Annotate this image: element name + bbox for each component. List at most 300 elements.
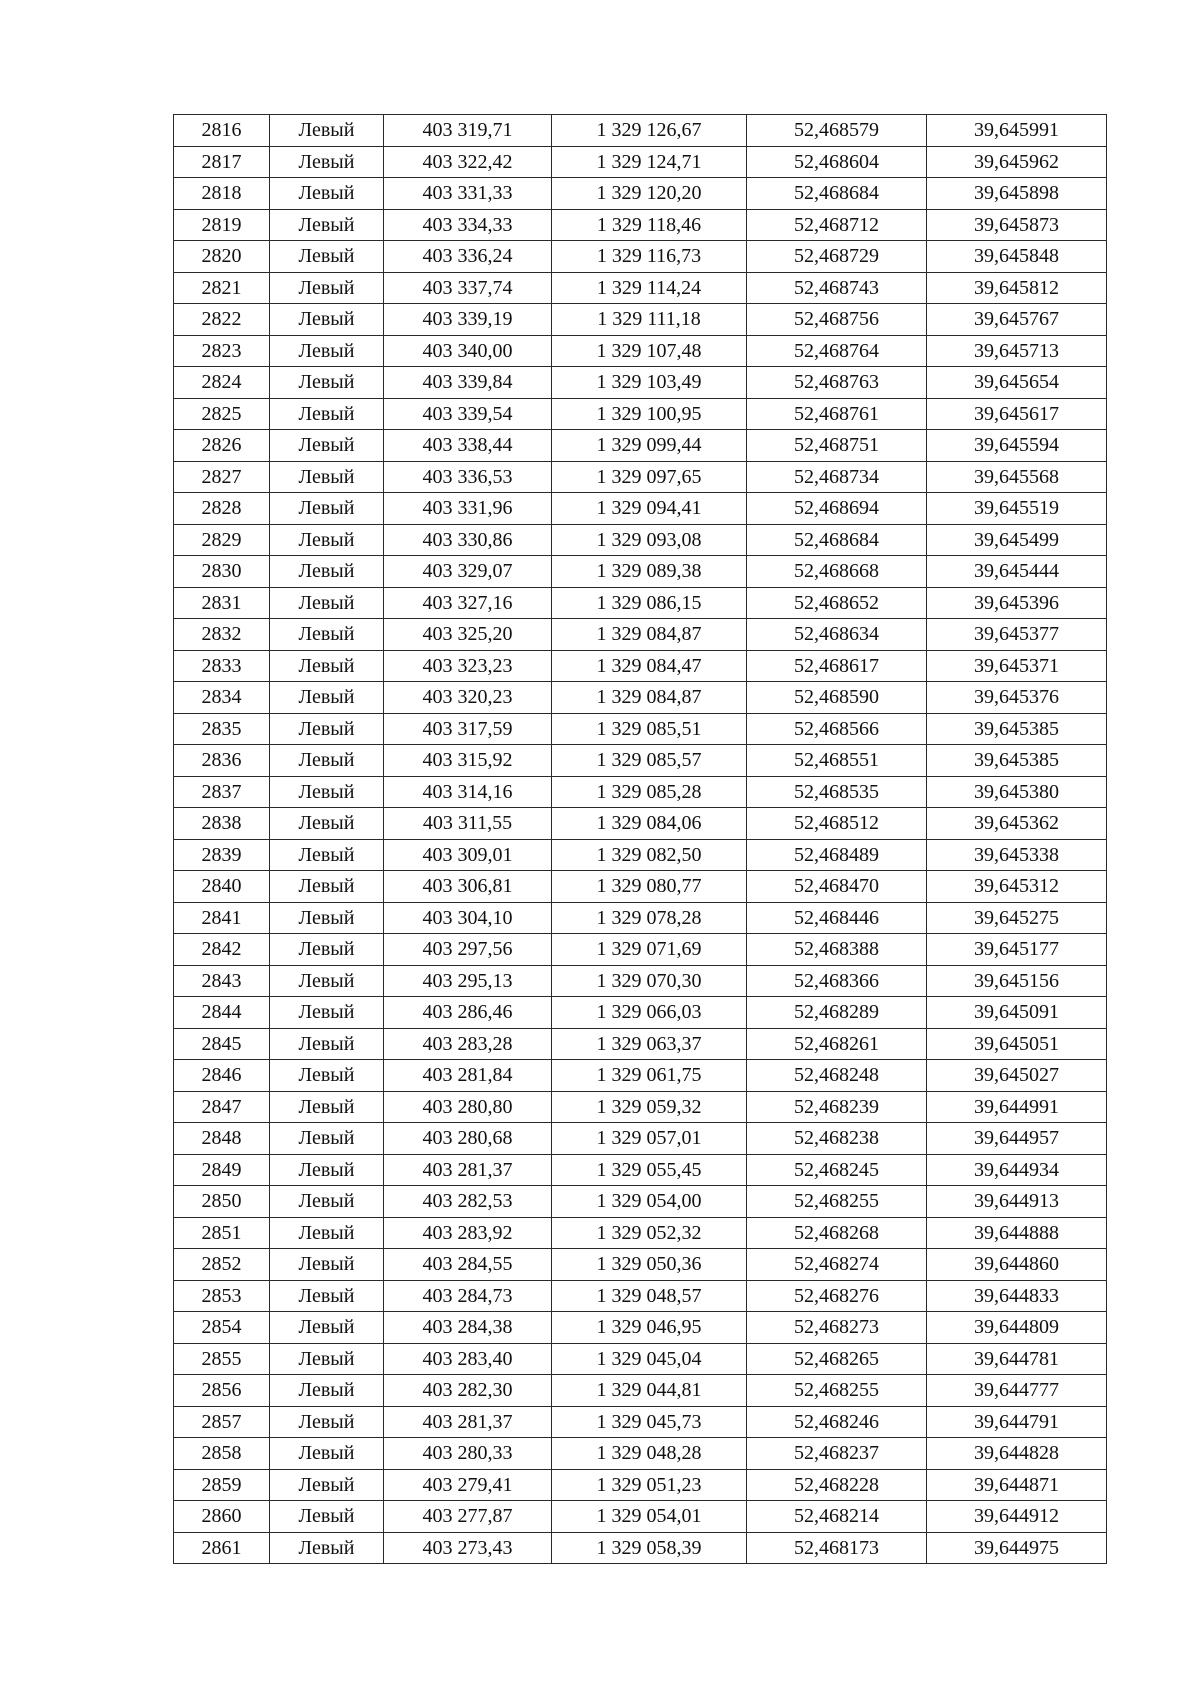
longitude-cell: 39,644860 xyxy=(927,1249,1107,1281)
side-cell: Левый xyxy=(270,1312,384,1344)
table-row xyxy=(174,839,1107,871)
side-cell: Левый xyxy=(270,461,384,493)
side-cell: Левый xyxy=(270,1060,384,1092)
coordinates-table xyxy=(173,114,1107,1564)
longitude-cell: 39,644833 xyxy=(927,1280,1107,1312)
point-number-cell: 2834 xyxy=(174,682,270,714)
latitude-cell: 52,468470 xyxy=(747,871,927,903)
point-number-cell: 2824 xyxy=(174,367,270,399)
latitude-cell: 52,468551 xyxy=(747,745,927,777)
latitude-cell: 52,468729 xyxy=(747,241,927,273)
longitude-cell: 39,645499 xyxy=(927,524,1107,556)
point-number-cell: 2826 xyxy=(174,430,270,462)
point-number-cell: 2837 xyxy=(174,776,270,808)
longitude-cell: 39,645027 xyxy=(927,1060,1107,1092)
longitude-cell: 39,645312 xyxy=(927,871,1107,903)
y-coordinate-cell: 1 329 086,15 xyxy=(552,587,747,619)
table-row xyxy=(174,398,1107,430)
point-number-cell: 2841 xyxy=(174,902,270,934)
point-number-cell: 2847 xyxy=(174,1091,270,1123)
longitude-cell: 39,645156 xyxy=(927,965,1107,997)
latitude-cell: 52,468255 xyxy=(747,1186,927,1218)
longitude-cell: 39,645767 xyxy=(927,304,1107,336)
table-row xyxy=(174,1406,1107,1438)
x-coordinate-cell: 403 331,33 xyxy=(384,178,552,210)
side-cell: Левый xyxy=(270,1469,384,1501)
table-row xyxy=(174,997,1107,1029)
x-coordinate-cell: 403 306,81 xyxy=(384,871,552,903)
x-coordinate-cell: 403 279,41 xyxy=(384,1469,552,1501)
x-coordinate-cell: 403 322,42 xyxy=(384,146,552,178)
y-coordinate-cell: 1 329 100,95 xyxy=(552,398,747,430)
latitude-cell: 52,468246 xyxy=(747,1406,927,1438)
x-coordinate-cell: 403 284,73 xyxy=(384,1280,552,1312)
side-cell: Левый xyxy=(270,241,384,273)
latitude-cell: 52,468489 xyxy=(747,839,927,871)
point-number-cell: 2818 xyxy=(174,178,270,210)
longitude-cell: 39,645713 xyxy=(927,335,1107,367)
longitude-cell: 39,645519 xyxy=(927,493,1107,525)
longitude-cell: 39,644781 xyxy=(927,1343,1107,1375)
side-cell: Левый xyxy=(270,650,384,682)
side-cell: Левый xyxy=(270,902,384,934)
x-coordinate-cell: 403 323,23 xyxy=(384,650,552,682)
x-coordinate-cell: 403 295,13 xyxy=(384,965,552,997)
longitude-cell: 39,645371 xyxy=(927,650,1107,682)
y-coordinate-cell: 1 329 051,23 xyxy=(552,1469,747,1501)
latitude-cell: 52,468734 xyxy=(747,461,927,493)
point-number-cell: 2858 xyxy=(174,1438,270,1470)
latitude-cell: 52,468617 xyxy=(747,650,927,682)
side-cell: Левый xyxy=(270,493,384,525)
table-row xyxy=(174,682,1107,714)
point-number-cell: 2844 xyxy=(174,997,270,1029)
y-coordinate-cell: 1 329 120,20 xyxy=(552,178,747,210)
point-number-cell: 2842 xyxy=(174,934,270,966)
side-cell: Левый xyxy=(270,1375,384,1407)
latitude-cell: 52,468274 xyxy=(747,1249,927,1281)
table-row xyxy=(174,146,1107,178)
x-coordinate-cell: 403 282,30 xyxy=(384,1375,552,1407)
latitude-cell: 52,468566 xyxy=(747,713,927,745)
point-number-cell: 2854 xyxy=(174,1312,270,1344)
y-coordinate-cell: 1 329 050,36 xyxy=(552,1249,747,1281)
table-row xyxy=(174,902,1107,934)
table-row xyxy=(174,1028,1107,1060)
table-row xyxy=(174,461,1107,493)
point-number-cell: 2855 xyxy=(174,1343,270,1375)
y-coordinate-cell: 1 329 097,65 xyxy=(552,461,747,493)
latitude-cell: 52,468238 xyxy=(747,1123,927,1155)
side-cell: Левый xyxy=(270,713,384,745)
longitude-cell: 39,644777 xyxy=(927,1375,1107,1407)
y-coordinate-cell: 1 329 094,41 xyxy=(552,493,747,525)
x-coordinate-cell: 403 282,53 xyxy=(384,1186,552,1218)
side-cell: Левый xyxy=(270,1406,384,1438)
latitude-cell: 52,468604 xyxy=(747,146,927,178)
latitude-cell: 52,468276 xyxy=(747,1280,927,1312)
longitude-cell: 39,645377 xyxy=(927,619,1107,651)
point-number-cell: 2833 xyxy=(174,650,270,682)
x-coordinate-cell: 403 325,20 xyxy=(384,619,552,651)
table-row xyxy=(174,713,1107,745)
x-coordinate-cell: 403 309,01 xyxy=(384,839,552,871)
longitude-cell: 39,644809 xyxy=(927,1312,1107,1344)
side-cell: Левый xyxy=(270,1186,384,1218)
table-row xyxy=(174,1154,1107,1186)
y-coordinate-cell: 1 329 124,71 xyxy=(552,146,747,178)
latitude-cell: 52,468694 xyxy=(747,493,927,525)
longitude-cell: 39,644913 xyxy=(927,1186,1107,1218)
side-cell: Левый xyxy=(270,1091,384,1123)
side-cell: Левый xyxy=(270,965,384,997)
x-coordinate-cell: 403 317,59 xyxy=(384,713,552,745)
point-number-cell: 2860 xyxy=(174,1501,270,1533)
longitude-cell: 39,645654 xyxy=(927,367,1107,399)
side-cell: Левый xyxy=(270,115,384,147)
longitude-cell: 39,644957 xyxy=(927,1123,1107,1155)
latitude-cell: 52,468764 xyxy=(747,335,927,367)
longitude-cell: 39,645091 xyxy=(927,997,1107,1029)
side-cell: Левый xyxy=(270,209,384,241)
table-row xyxy=(174,178,1107,210)
longitude-cell: 39,644912 xyxy=(927,1501,1107,1533)
latitude-cell: 52,468668 xyxy=(747,556,927,588)
table-row xyxy=(174,1060,1107,1092)
longitude-cell: 39,645873 xyxy=(927,209,1107,241)
y-coordinate-cell: 1 329 055,45 xyxy=(552,1154,747,1186)
table-row xyxy=(174,1249,1107,1281)
longitude-cell: 39,645444 xyxy=(927,556,1107,588)
latitude-cell: 52,468712 xyxy=(747,209,927,241)
x-coordinate-cell: 403 337,74 xyxy=(384,272,552,304)
y-coordinate-cell: 1 329 070,30 xyxy=(552,965,747,997)
latitude-cell: 52,468388 xyxy=(747,934,927,966)
y-coordinate-cell: 1 329 045,73 xyxy=(552,1406,747,1438)
latitude-cell: 52,468255 xyxy=(747,1375,927,1407)
point-number-cell: 2835 xyxy=(174,713,270,745)
point-number-cell: 2849 xyxy=(174,1154,270,1186)
side-cell: Левый xyxy=(270,1438,384,1470)
side-cell: Левый xyxy=(270,776,384,808)
table-row xyxy=(174,1438,1107,1470)
y-coordinate-cell: 1 329 071,69 xyxy=(552,934,747,966)
latitude-cell: 52,468446 xyxy=(747,902,927,934)
latitude-cell: 52,468237 xyxy=(747,1438,927,1470)
y-coordinate-cell: 1 329 082,50 xyxy=(552,839,747,871)
latitude-cell: 52,468743 xyxy=(747,272,927,304)
longitude-cell: 39,644975 xyxy=(927,1532,1107,1564)
table-row xyxy=(174,367,1107,399)
y-coordinate-cell: 1 329 048,28 xyxy=(552,1438,747,1470)
x-coordinate-cell: 403 339,19 xyxy=(384,304,552,336)
latitude-cell: 52,468756 xyxy=(747,304,927,336)
y-coordinate-cell: 1 329 099,44 xyxy=(552,430,747,462)
side-cell: Левый xyxy=(270,839,384,871)
table-row xyxy=(174,776,1107,808)
side-cell: Левый xyxy=(270,272,384,304)
side-cell: Левый xyxy=(270,1249,384,1281)
x-coordinate-cell: 403 283,40 xyxy=(384,1343,552,1375)
point-number-cell: 2823 xyxy=(174,335,270,367)
latitude-cell: 52,468751 xyxy=(747,430,927,462)
point-number-cell: 2829 xyxy=(174,524,270,556)
point-number-cell: 2819 xyxy=(174,209,270,241)
y-coordinate-cell: 1 329 059,32 xyxy=(552,1091,747,1123)
latitude-cell: 52,468173 xyxy=(747,1532,927,1564)
longitude-cell: 39,644791 xyxy=(927,1406,1107,1438)
x-coordinate-cell: 403 280,68 xyxy=(384,1123,552,1155)
point-number-cell: 2859 xyxy=(174,1469,270,1501)
point-number-cell: 2839 xyxy=(174,839,270,871)
side-cell: Левый xyxy=(270,682,384,714)
longitude-cell: 39,645362 xyxy=(927,808,1107,840)
side-cell: Левый xyxy=(270,1217,384,1249)
y-coordinate-cell: 1 329 107,48 xyxy=(552,335,747,367)
point-number-cell: 2825 xyxy=(174,398,270,430)
longitude-cell: 39,645396 xyxy=(927,587,1107,619)
point-number-cell: 2861 xyxy=(174,1532,270,1564)
table-row xyxy=(174,1532,1107,1564)
table-row xyxy=(174,493,1107,525)
y-coordinate-cell: 1 329 084,87 xyxy=(552,682,747,714)
side-cell: Левый xyxy=(270,587,384,619)
latitude-cell: 52,468512 xyxy=(747,808,927,840)
y-coordinate-cell: 1 329 084,47 xyxy=(552,650,747,682)
y-coordinate-cell: 1 329 054,01 xyxy=(552,1501,747,1533)
y-coordinate-cell: 1 329 126,67 xyxy=(552,115,747,147)
x-coordinate-cell: 403 284,38 xyxy=(384,1312,552,1344)
x-coordinate-cell: 403 304,10 xyxy=(384,902,552,934)
x-coordinate-cell: 403 280,80 xyxy=(384,1091,552,1123)
y-coordinate-cell: 1 329 116,73 xyxy=(552,241,747,273)
x-coordinate-cell: 403 297,56 xyxy=(384,934,552,966)
table-row xyxy=(174,209,1107,241)
latitude-cell: 52,468289 xyxy=(747,997,927,1029)
side-cell: Левый xyxy=(270,178,384,210)
point-number-cell: 2856 xyxy=(174,1375,270,1407)
latitude-cell: 52,468763 xyxy=(747,367,927,399)
y-coordinate-cell: 1 329 052,32 xyxy=(552,1217,747,1249)
x-coordinate-cell: 403 340,00 xyxy=(384,335,552,367)
latitude-cell: 52,468579 xyxy=(747,115,927,147)
point-number-cell: 2830 xyxy=(174,556,270,588)
y-coordinate-cell: 1 329 114,24 xyxy=(552,272,747,304)
table-row xyxy=(174,650,1107,682)
latitude-cell: 52,468761 xyxy=(747,398,927,430)
point-number-cell: 2857 xyxy=(174,1406,270,1438)
y-coordinate-cell: 1 329 057,01 xyxy=(552,1123,747,1155)
latitude-cell: 52,468239 xyxy=(747,1091,927,1123)
table-row xyxy=(174,430,1107,462)
latitude-cell: 52,468268 xyxy=(747,1217,927,1249)
point-number-cell: 2853 xyxy=(174,1280,270,1312)
longitude-cell: 39,645898 xyxy=(927,178,1107,210)
point-number-cell: 2822 xyxy=(174,304,270,336)
y-coordinate-cell: 1 329 058,39 xyxy=(552,1532,747,1564)
side-cell: Левый xyxy=(270,1028,384,1060)
longitude-cell: 39,644871 xyxy=(927,1469,1107,1501)
x-coordinate-cell: 403 320,23 xyxy=(384,682,552,714)
latitude-cell: 52,468366 xyxy=(747,965,927,997)
longitude-cell: 39,645962 xyxy=(927,146,1107,178)
latitude-cell: 52,468652 xyxy=(747,587,927,619)
table-row xyxy=(174,524,1107,556)
x-coordinate-cell: 403 336,53 xyxy=(384,461,552,493)
x-coordinate-cell: 403 280,33 xyxy=(384,1438,552,1470)
x-coordinate-cell: 403 314,16 xyxy=(384,776,552,808)
table-row xyxy=(174,1217,1107,1249)
side-cell: Левый xyxy=(270,997,384,1029)
latitude-cell: 52,468228 xyxy=(747,1469,927,1501)
side-cell: Левый xyxy=(270,808,384,840)
y-coordinate-cell: 1 329 066,03 xyxy=(552,997,747,1029)
y-coordinate-cell: 1 329 063,37 xyxy=(552,1028,747,1060)
y-coordinate-cell: 1 329 044,81 xyxy=(552,1375,747,1407)
longitude-cell: 39,644934 xyxy=(927,1154,1107,1186)
side-cell: Левый xyxy=(270,335,384,367)
side-cell: Левый xyxy=(270,430,384,462)
x-coordinate-cell: 403 338,44 xyxy=(384,430,552,462)
x-coordinate-cell: 403 329,07 xyxy=(384,556,552,588)
x-coordinate-cell: 403 277,87 xyxy=(384,1501,552,1533)
side-cell: Левый xyxy=(270,1343,384,1375)
side-cell: Левый xyxy=(270,934,384,966)
x-coordinate-cell: 403 334,33 xyxy=(384,209,552,241)
point-number-cell: 2848 xyxy=(174,1123,270,1155)
longitude-cell: 39,645617 xyxy=(927,398,1107,430)
table-row xyxy=(174,1469,1107,1501)
side-cell: Левый xyxy=(270,146,384,178)
table-row xyxy=(174,556,1107,588)
longitude-cell: 39,645568 xyxy=(927,461,1107,493)
x-coordinate-cell: 403 273,43 xyxy=(384,1532,552,1564)
table-row xyxy=(174,272,1107,304)
longitude-cell: 39,645385 xyxy=(927,745,1107,777)
longitude-cell: 39,644828 xyxy=(927,1438,1107,1470)
point-number-cell: 2852 xyxy=(174,1249,270,1281)
latitude-cell: 52,468273 xyxy=(747,1312,927,1344)
table-row xyxy=(174,934,1107,966)
longitude-cell: 39,644991 xyxy=(927,1091,1107,1123)
table-row xyxy=(174,808,1107,840)
y-coordinate-cell: 1 329 054,00 xyxy=(552,1186,747,1218)
x-coordinate-cell: 403 339,54 xyxy=(384,398,552,430)
x-coordinate-cell: 403 284,55 xyxy=(384,1249,552,1281)
side-cell: Левый xyxy=(270,871,384,903)
latitude-cell: 52,468535 xyxy=(747,776,927,808)
side-cell: Левый xyxy=(270,1154,384,1186)
y-coordinate-cell: 1 329 061,75 xyxy=(552,1060,747,1092)
side-cell: Левый xyxy=(270,398,384,430)
point-number-cell: 2816 xyxy=(174,115,270,147)
side-cell: Левый xyxy=(270,619,384,651)
longitude-cell: 39,645275 xyxy=(927,902,1107,934)
point-number-cell: 2828 xyxy=(174,493,270,525)
longitude-cell: 39,645385 xyxy=(927,713,1107,745)
side-cell: Левый xyxy=(270,367,384,399)
side-cell: Левый xyxy=(270,1123,384,1155)
y-coordinate-cell: 1 329 089,38 xyxy=(552,556,747,588)
side-cell: Левый xyxy=(270,745,384,777)
y-coordinate-cell: 1 329 085,57 xyxy=(552,745,747,777)
side-cell: Левый xyxy=(270,1532,384,1564)
point-number-cell: 2846 xyxy=(174,1060,270,1092)
latitude-cell: 52,468684 xyxy=(747,178,927,210)
latitude-cell: 52,468265 xyxy=(747,1343,927,1375)
point-number-cell: 2840 xyxy=(174,871,270,903)
longitude-cell: 39,645376 xyxy=(927,682,1107,714)
x-coordinate-cell: 403 330,86 xyxy=(384,524,552,556)
x-coordinate-cell: 403 283,92 xyxy=(384,1217,552,1249)
point-number-cell: 2821 xyxy=(174,272,270,304)
x-coordinate-cell: 403 281,37 xyxy=(384,1154,552,1186)
side-cell: Левый xyxy=(270,1501,384,1533)
y-coordinate-cell: 1 329 103,49 xyxy=(552,367,747,399)
table-row xyxy=(174,1186,1107,1218)
y-coordinate-cell: 1 329 085,51 xyxy=(552,713,747,745)
longitude-cell: 39,645338 xyxy=(927,839,1107,871)
latitude-cell: 52,468590 xyxy=(747,682,927,714)
latitude-cell: 52,468248 xyxy=(747,1060,927,1092)
longitude-cell: 39,645848 xyxy=(927,241,1107,273)
table-row xyxy=(174,241,1107,273)
latitude-cell: 52,468261 xyxy=(747,1028,927,1060)
table-row xyxy=(174,587,1107,619)
side-cell: Левый xyxy=(270,524,384,556)
latitude-cell: 52,468245 xyxy=(747,1154,927,1186)
table-row xyxy=(174,965,1107,997)
y-coordinate-cell: 1 329 118,46 xyxy=(552,209,747,241)
y-coordinate-cell: 1 329 093,08 xyxy=(552,524,747,556)
y-coordinate-cell: 1 329 080,77 xyxy=(552,871,747,903)
longitude-cell: 39,645380 xyxy=(927,776,1107,808)
y-coordinate-cell: 1 329 111,18 xyxy=(552,304,747,336)
point-number-cell: 2836 xyxy=(174,745,270,777)
x-coordinate-cell: 403 283,28 xyxy=(384,1028,552,1060)
table-row xyxy=(174,115,1107,147)
table-row xyxy=(174,1375,1107,1407)
point-number-cell: 2850 xyxy=(174,1186,270,1218)
point-number-cell: 2843 xyxy=(174,965,270,997)
y-coordinate-cell: 1 329 078,28 xyxy=(552,902,747,934)
x-coordinate-cell: 403 336,24 xyxy=(384,241,552,273)
x-coordinate-cell: 403 281,84 xyxy=(384,1060,552,1092)
point-number-cell: 2845 xyxy=(174,1028,270,1060)
point-number-cell: 2832 xyxy=(174,619,270,651)
table-row xyxy=(174,304,1107,336)
table-row xyxy=(174,1123,1107,1155)
side-cell: Левый xyxy=(270,304,384,336)
table-row xyxy=(174,1343,1107,1375)
point-number-cell: 2827 xyxy=(174,461,270,493)
y-coordinate-cell: 1 329 085,28 xyxy=(552,776,747,808)
latitude-cell: 52,468684 xyxy=(747,524,927,556)
point-number-cell: 2851 xyxy=(174,1217,270,1249)
latitude-cell: 52,468214 xyxy=(747,1501,927,1533)
x-coordinate-cell: 403 281,37 xyxy=(384,1406,552,1438)
longitude-cell: 39,645177 xyxy=(927,934,1107,966)
x-coordinate-cell: 403 331,96 xyxy=(384,493,552,525)
point-number-cell: 2820 xyxy=(174,241,270,273)
table-row xyxy=(174,1501,1107,1533)
y-coordinate-cell: 1 329 045,04 xyxy=(552,1343,747,1375)
point-number-cell: 2831 xyxy=(174,587,270,619)
side-cell: Левый xyxy=(270,556,384,588)
y-coordinate-cell: 1 329 046,95 xyxy=(552,1312,747,1344)
y-coordinate-cell: 1 329 084,06 xyxy=(552,808,747,840)
table-row xyxy=(174,1091,1107,1123)
